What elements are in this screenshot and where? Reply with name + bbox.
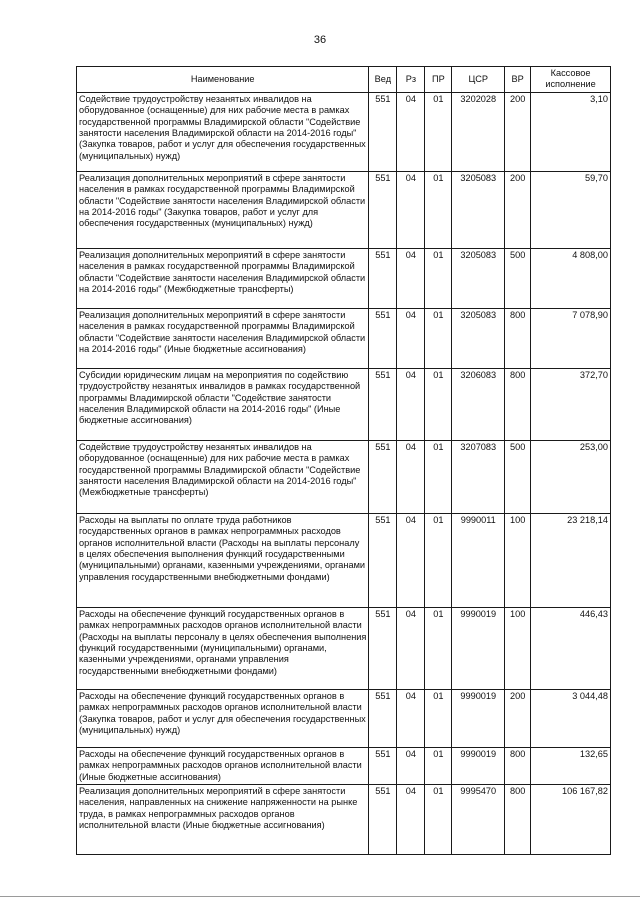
header-pr: ПР: [425, 67, 452, 93]
table-header-row: [77, 67, 611, 93]
row-amount: 23 218,14: [531, 513, 611, 607]
table-row: [77, 248, 611, 308]
table-row: [77, 308, 611, 368]
row-ved: 551: [369, 440, 397, 513]
row-name: Реализация дополнительных мероприятий в сфере занятости населения в рамках государственной программы Владимирской области "Содействие занятости населения Владимирской области на 2014-2016 годы" (Межбюджетные трансферты): [77, 248, 369, 308]
row-csr: 3205083: [452, 171, 505, 248]
row-pr: 01: [425, 607, 452, 689]
row-vr: 200: [505, 171, 531, 248]
row-rz: 04: [397, 513, 425, 607]
row-pr: 01: [425, 440, 452, 513]
table-row: [77, 513, 611, 607]
table-row: [77, 607, 611, 689]
row-ved: 551: [369, 308, 397, 368]
row-ved: 551: [369, 785, 397, 855]
header-amount: Кассовое исполнение: [531, 67, 611, 93]
row-name: Расходы на обеспечение функций государственных органов в рамках непрограммных расходов органов исполнительной власти (Иные бюджетные ассигнования): [77, 747, 369, 784]
header-rz: Рз: [397, 67, 425, 93]
row-csr: 3205083: [452, 308, 505, 368]
row-ved: 551: [369, 92, 397, 171]
table-row: [77, 440, 611, 513]
row-rz: 04: [397, 92, 425, 171]
row-rz: 04: [397, 368, 425, 440]
row-name: Содействие трудоустройству незанятых инвалидов на оборудованное (оснащенные) для них рабочие места в рамках государственной программы Владимирской области "Содействие занятости населения Владимирской области на 2014-2016 годы" (Закупка товаров, работ и услуг для обеспечения государственных (муниципальных) нужд): [77, 92, 369, 171]
header-csr: ЦСР: [452, 67, 505, 93]
row-ved: 551: [369, 607, 397, 689]
row-pr: 01: [425, 308, 452, 368]
row-amount: 4 808,00: [531, 248, 611, 308]
row-ved: 551: [369, 747, 397, 784]
row-amount: 253,00: [531, 440, 611, 513]
header-name: Наименование: [77, 67, 369, 93]
row-ved: 551: [369, 368, 397, 440]
row-pr: 01: [425, 92, 452, 171]
row-vr: 100: [505, 607, 531, 689]
row-name: Расходы на выплаты по оплате труда работников государственных органов в рамках непрограммных расходов органов исполнительной власти (Расходы на выплаты персоналу в целях обеспечения выполнения функций государственными (муниципальными) органами, казенными учреждениями, органами управления государственными внебюджетными фондами): [77, 513, 369, 607]
row-rz: 04: [397, 308, 425, 368]
row-csr: 9995470: [452, 785, 505, 855]
row-pr: 01: [425, 785, 452, 855]
row-amount: 106 167,82: [531, 785, 611, 855]
row-amount: 3,10: [531, 92, 611, 171]
row-name: Содействие трудоустройству незанятых инвалидов на оборудованное (оснащенные) для них рабочие места в рамках государственной программы Владимирской области "Содействие занятости населения Владимирской области на 2014-2016 годы" (Межбюджетные трансферты): [77, 440, 369, 513]
table-row: [77, 171, 611, 248]
row-name: Реализация дополнительных мероприятий в сфере занятости населения, направленных на снижение напряженности на рынке труда, в рамках непрограммных расходов органов исполнительной власти (Иные бюджетные ассигнования): [77, 785, 369, 855]
row-amount: 7 078,90: [531, 308, 611, 368]
row-rz: 04: [397, 248, 425, 308]
row-csr: 9990019: [452, 689, 505, 747]
row-csr: 9990011: [452, 513, 505, 607]
table-row: [77, 747, 611, 784]
row-csr: 3205083: [452, 248, 505, 308]
row-pr: 01: [425, 747, 452, 784]
row-csr: 3202028: [452, 92, 505, 171]
row-amount: 132,65: [531, 747, 611, 784]
row-ved: 551: [369, 689, 397, 747]
row-rz: 04: [397, 689, 425, 747]
row-name: Реализация дополнительных мероприятий в сфере занятости населения в рамках государственной программы Владимирской области "Содействие занятости населения Владимирской области на 2014-2016 годы" (Закупка товаров, работ и услуг для обеспечения государственных (муниципальных) нужд): [77, 171, 369, 248]
row-vr: 500: [505, 248, 531, 308]
row-name: Расходы на обеспечение функций государственных органов в рамках непрограммных расходов органов исполнительной власти (Закупка товаров, работ и услуг для обеспечения государственных (муниципальных) нужд): [77, 689, 369, 747]
row-csr: 3206083: [452, 368, 505, 440]
row-rz: 04: [397, 607, 425, 689]
table-row: [77, 368, 611, 440]
table-row: [77, 92, 611, 171]
row-pr: 01: [425, 689, 452, 747]
row-ved: 551: [369, 248, 397, 308]
row-name: Расходы на обеспечение функций государственных органов в рамках непрограммных расходов органов исполнительной власти (Расходы на выплаты персоналу в целях обеспечения выполнения функций государственными (муниципальными) органами, казенными учреждениями, органами управления государственными внебюджетными фондами): [77, 607, 369, 689]
row-amount: 59,70: [531, 171, 611, 248]
row-amount: 372,70: [531, 368, 611, 440]
row-name: Субсидии юридическим лицам на мероприятия по содействию трудоустройству незанятых инвалидов в рамках государственной программы Владимирской области "Содействие занятости населения Владимирской области на 2014-2016 годы" (Иные бюджетные ассигнования): [77, 368, 369, 440]
table-row: [77, 785, 611, 855]
row-amount: 3 044,48: [531, 689, 611, 747]
page-number: 36: [313, 34, 327, 46]
row-pr: 01: [425, 171, 452, 248]
row-csr: 9990019: [452, 747, 505, 784]
row-csr: 9990019: [452, 607, 505, 689]
row-vr: 800: [505, 785, 531, 855]
row-vr: 800: [505, 747, 531, 784]
row-pr: 01: [425, 248, 452, 308]
table-row: [77, 689, 611, 747]
row-vr: 100: [505, 513, 531, 607]
row-amount: 446,43: [531, 607, 611, 689]
header-vr: ВР: [505, 67, 531, 93]
row-vr: 500: [505, 440, 531, 513]
row-rz: 04: [397, 171, 425, 248]
row-rz: 04: [397, 440, 425, 513]
row-pr: 01: [425, 368, 452, 440]
row-csr: 3207083: [452, 440, 505, 513]
header-ved: Вед: [369, 67, 397, 93]
row-vr: 800: [505, 368, 531, 440]
row-rz: 04: [397, 785, 425, 855]
row-vr: 200: [505, 689, 531, 747]
row-pr: 01: [425, 513, 452, 607]
row-vr: 200: [505, 92, 531, 171]
scan-edge-line: [0, 896, 640, 897]
row-vr: 800: [505, 308, 531, 368]
budget-execution-table: [76, 66, 611, 855]
row-ved: 551: [369, 513, 397, 607]
row-name: Реализация дополнительных мероприятий в сфере занятости населения в рамках государственной программы Владимирской области "Содействие занятости населения Владимирской области на 2014-2016 годы" (Иные бюджетные ассигнования): [77, 308, 369, 368]
row-ved: 551: [369, 171, 397, 248]
row-rz: 04: [397, 747, 425, 784]
